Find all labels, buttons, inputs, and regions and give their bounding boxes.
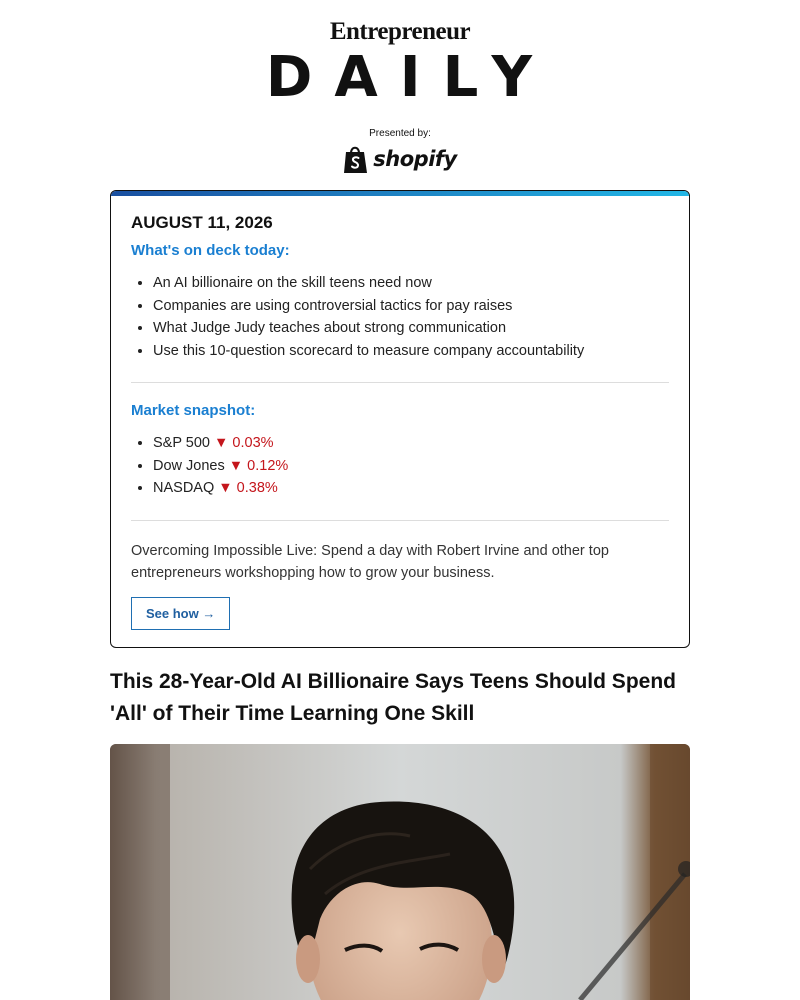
presented-by-label: Presented by: [369, 128, 431, 139]
market-item-dow [153, 455, 669, 478]
sponsor-logo[interactable] [0, 144, 800, 174]
daily-summary-card [110, 190, 690, 648]
market-heading: Market snapshot: [131, 402, 256, 419]
market-change: 0.12% [247, 457, 289, 474]
article-photo[interactable] [110, 744, 690, 1000]
divider [131, 382, 669, 383]
newsletter-title: DAILY [265, 45, 555, 110]
market-change: 0.03% [232, 435, 274, 451]
market-item-nasdaq [153, 477, 669, 500]
deck-item[interactable]: • Companies are using controversial tactics for pay raises [153, 295, 669, 318]
market-item-sp500 [153, 432, 669, 455]
issue-date: AUGUST 11, 2026 [131, 213, 273, 232]
market-name: Dow Jones [153, 457, 225, 474]
deck-heading: What's on deck today: [131, 242, 290, 259]
down-arrow-icon: ▼ [214, 435, 229, 451]
deck-item[interactable]: • Use this 10-question scorecard to measure company accountability [153, 340, 669, 363]
market-change: 0.38% [236, 480, 278, 496]
deck-item[interactable]: • An AI billionaire on the skill teens need now [153, 272, 669, 295]
market-name: NASDAQ [153, 480, 215, 496]
portrait-image [110, 744, 690, 1000]
deck-item[interactable]: • What Judge Judy teaches about strong communication [153, 317, 669, 340]
article-headline[interactable]: This 28-Year-Old AI Billionaire Says Teens Should Spend 'All' of Their Time Learning One Skill [110, 670, 676, 725]
down-arrow-icon: ▼ [228, 457, 244, 474]
brand-logo[interactable]: Entrepreneur [329, 18, 471, 45]
sponsor-name: shopify [373, 147, 457, 171]
market-name: S&P 500 [153, 435, 210, 451]
shopping-bag-icon [343, 144, 369, 174]
market-list [153, 432, 669, 500]
divider [131, 520, 669, 521]
see-how-button[interactable]: See how → [131, 597, 230, 630]
promo-text: Overcoming Impossible Live: Spend a day with Robert Irvine and other top entrepreneurs workshopping how to grow your business. [131, 542, 609, 581]
deck-list [153, 272, 669, 362]
down-arrow-icon: ▼ [218, 480, 233, 496]
